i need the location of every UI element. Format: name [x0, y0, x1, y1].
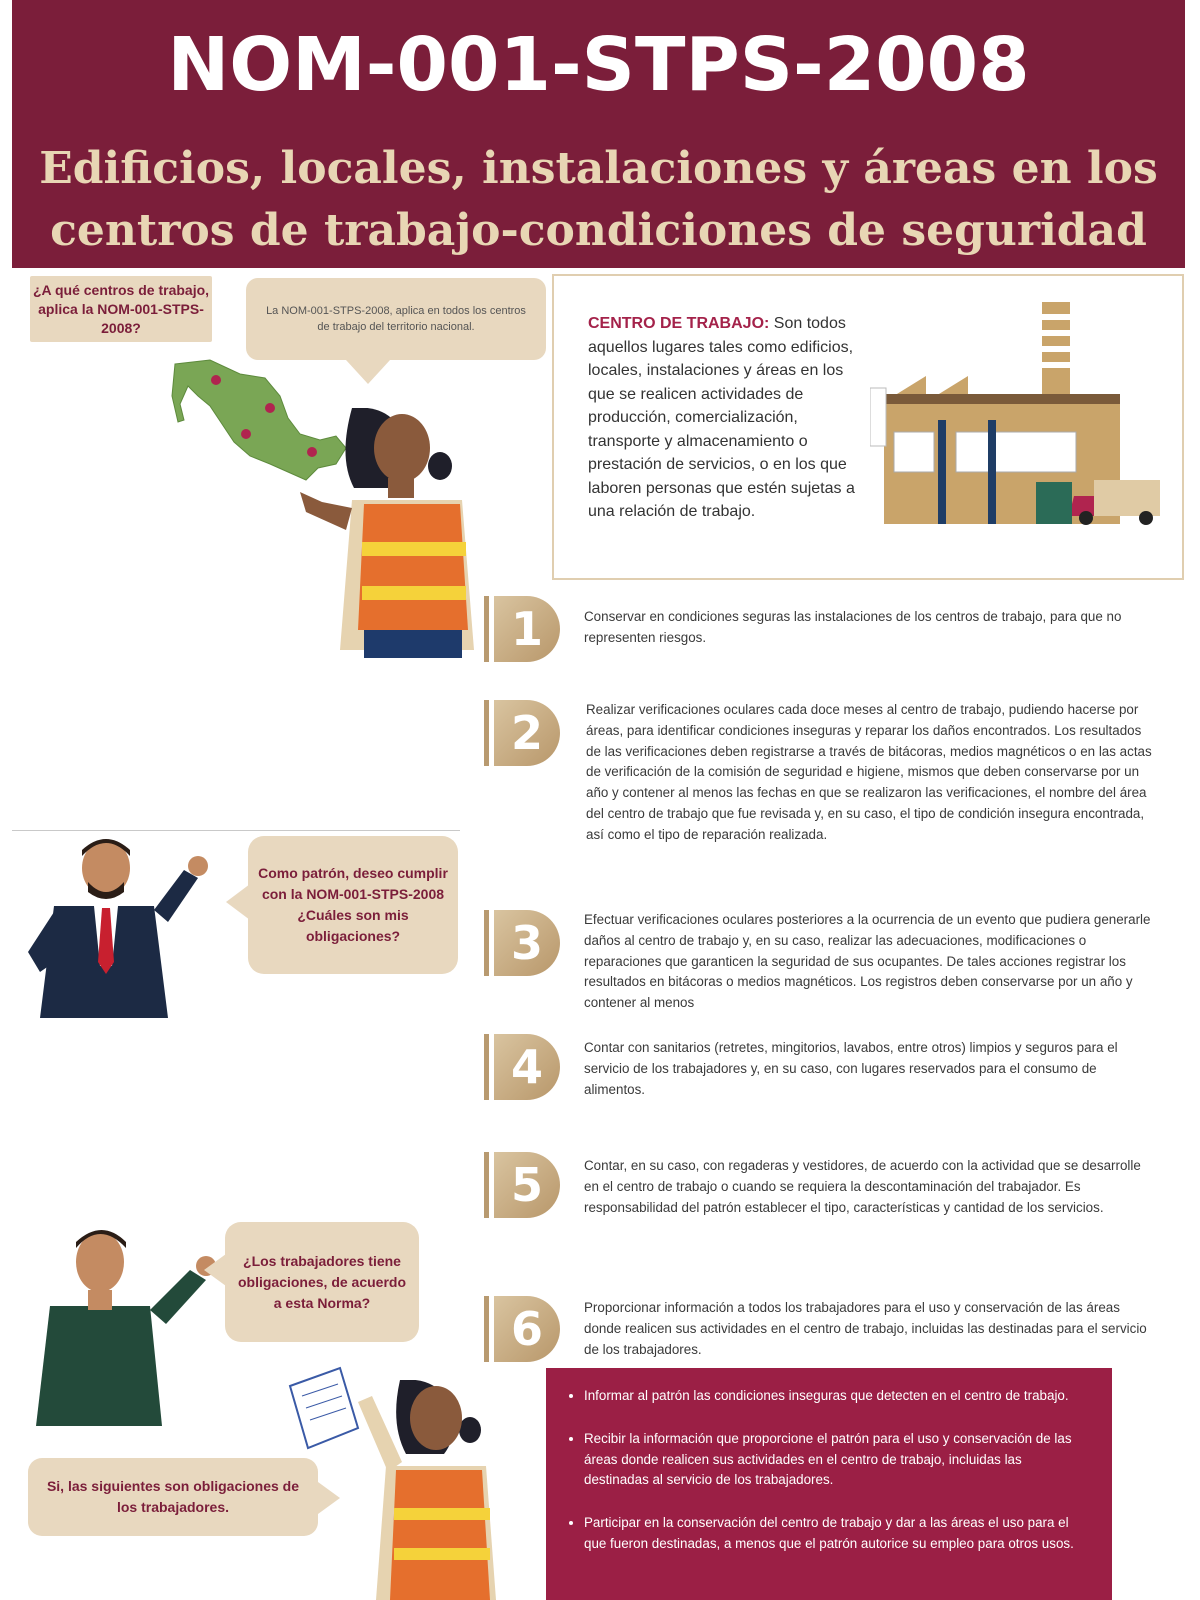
step-2-number: 2	[494, 700, 560, 766]
step-1-text: Conservar en condiciones seguras las instalaciones de los centros de trabajo, para que no representen riesgos.	[584, 609, 1122, 645]
definition-body: Son todos aquellos lugares tales como edificios, locales, instalaciones y áreas en los que se realicen actividades de producción, comercialización, transporte y almacenamiento o prestación de servicios, o en los que laboren personas que estén sujetas a una relación de trabajo.	[588, 315, 855, 520]
section-divider	[12, 830, 460, 831]
step-5-number: 5	[494, 1152, 560, 1218]
bubble-tail	[226, 884, 250, 920]
worker-obligations-list	[546, 1368, 1112, 1555]
employer-question: Como patrón, deseo cumplir con la NOM-001-STPS-2008 ¿Cuáles son mis obligaciones?	[248, 836, 458, 974]
bubble-tail	[318, 1482, 340, 1514]
step-1-number: 1	[494, 596, 560, 662]
step-3-bar	[484, 910, 489, 976]
step-4-number: 4	[494, 1034, 560, 1100]
list-item: • Recibir la información que proporcione el patrón para el uso y conservación de las áreas donde realicen sus actividades en el centro de trabajo, incluidas las destinadas al servicio de los trabajadores.	[584, 1429, 1090, 1491]
step-6-text: Proporcionar información a todos los trabajadores para el uso y conservación de las áreas donde realicen sus actividades en el centro de trabajo, incluidas las destinadas para el servicio de los trabajadores.	[584, 1300, 1147, 1357]
worker-answer: Si, las siguientes son obligaciones de los trabajadores.	[28, 1458, 318, 1536]
subtitle-line-1: Edificios, locales, instalaciones y áreas en los	[39, 143, 1158, 194]
scope-question: ¿A qué centros de trabajo, aplica la NOM-001-STPS-2008?	[30, 276, 212, 342]
scope-answer-bubble: La NOM-001-STPS-2008, aplica en todos los centros de trabajo del territorio nacional.	[246, 278, 546, 360]
employer-illustration	[14, 836, 214, 1018]
worker-obligations-box	[546, 1368, 1112, 1600]
step-4-text: Contar con sanitarios (retretes, mingitorios, lavabos, entre otros) limpios y seguros para el servicio de los trabajadores y, en su caso, con lugares reservados para el consumo de alimentos.	[584, 1040, 1118, 1097]
step-1-bar	[484, 596, 489, 662]
step-2-text: Realizar verificaciones oculares cada doce meses al centro de trabajo, pudiendo hacerse por áreas, para identificar condiciones inseguras y reparar los daños encontrados. Los resultados de las verificaciones deben registrarse a través de bitácoras, medios magnéticos o en las actas de verificación de la comisión de seguridad e higiene, mismos que deben conservarse por un año y contener al menos las fechas en que se realizaron las verificaciones, el nombre del área del centro de trabajo que fue revisada y, en su caso, el tipo de condición insegura encontrada, así como el tipo de reparación realizada.	[586, 702, 1152, 842]
worker-question: ¿Los trabajadores tiene obligaciones, de acuerdo a esta Norma?	[225, 1222, 419, 1342]
header-banner	[12, 0, 1185, 268]
female-worker-document-illustration	[340, 1380, 510, 1600]
list-item: • Participar en la conservación del centro de trabajo y dar a las áreas el uso para el que fueron destinadas, a menos que el patrón autorice su empleo para otros usos.	[584, 1513, 1090, 1555]
bubble-tail	[346, 360, 390, 384]
truck-icon	[1072, 478, 1162, 528]
page-subtitle	[12, 138, 1185, 262]
step-5-bar	[484, 1152, 489, 1218]
bubble-tail	[204, 1254, 226, 1286]
step-6-bar	[484, 1296, 489, 1362]
definition-term: CENTRO DE TRABAJO:	[588, 315, 770, 332]
page-title: NOM-001-STPS-2008	[167, 22, 1030, 108]
female-worker-illustration	[292, 408, 482, 658]
step-3-text: Efectuar verificaciones oculares posteriores a la ocurrencia de un evento que pudiera generarle daños al centro de trabajo y, en su caso, realizar las adecuaciones, modificaciones o reparaciones que garanticen la seguridad de sus ocupantes. De tales acciones registrar los resultados en bitácoras o medios magnéticos. Los registros deben conservarse por un año y contener al menos	[584, 912, 1151, 1011]
list-item: • Informar al patrón las condiciones inseguras que detecten en el centro de trabajo.	[584, 1386, 1090, 1407]
subtitle-line-2: centros de trabajo-condiciones de seguridad	[50, 205, 1147, 256]
step-2-bar	[484, 700, 489, 766]
step-6-number: 6	[494, 1296, 560, 1362]
definition-text	[588, 312, 868, 524]
male-worker-illustration	[30, 1226, 220, 1426]
step-4-bar	[484, 1034, 489, 1100]
step-3-number: 3	[494, 910, 560, 976]
step-5-text: Contar, en su caso, con regaderas y vestidores, de acuerdo con la actividad que se desarrolle en el centro de trabajo o cuando se requiera la descontaminación del trabajador. Es responsabilidad del patrón establecer el tipo, características y cantidad de los servicios.	[584, 1158, 1141, 1215]
